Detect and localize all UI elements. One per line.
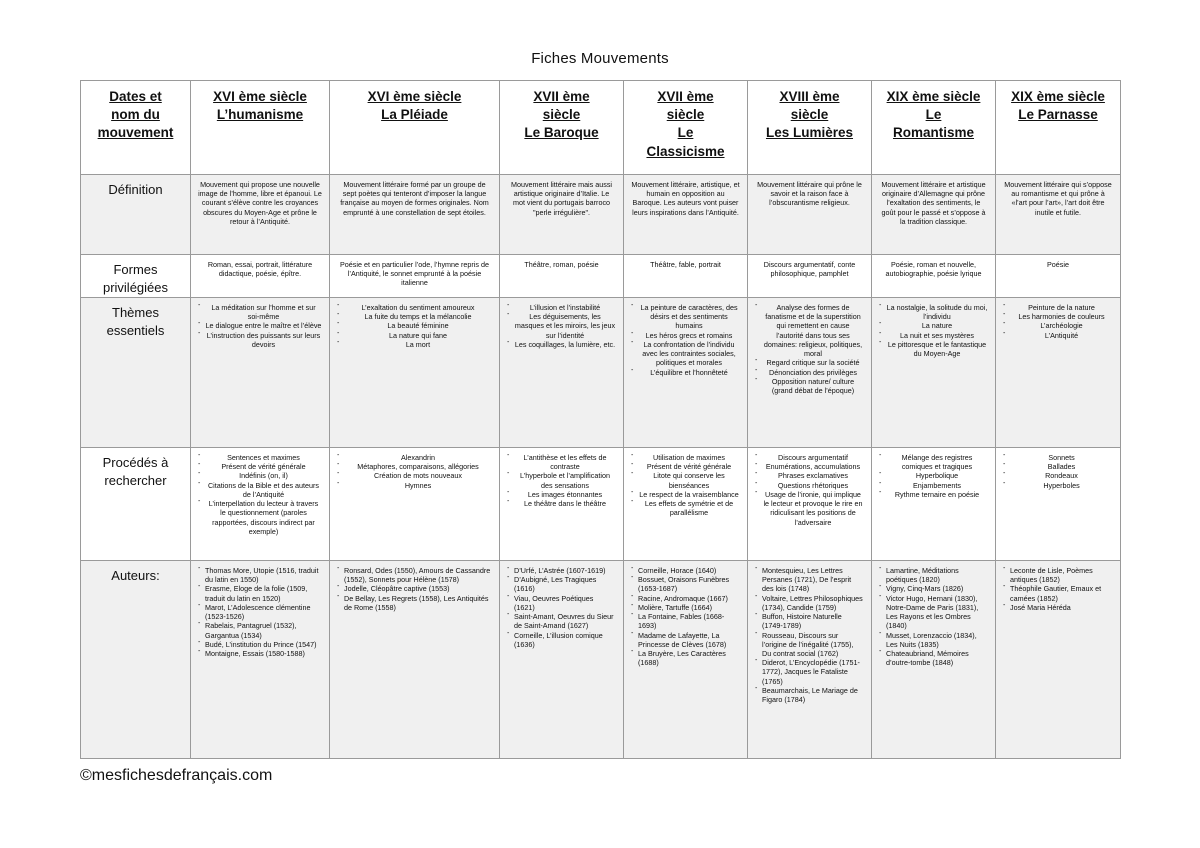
list-item: - Rondeaux bbox=[1003, 471, 1113, 480]
list-item: - Théophile Gautier, Emaux et camées (1852) bbox=[1003, 584, 1113, 602]
table-cell bbox=[500, 175, 624, 255]
movements-table bbox=[80, 80, 1121, 759]
list-item: - La confrontation de l’individu avec les contraintes sociales, politiques et morales bbox=[631, 340, 740, 368]
column-header-line: Le bbox=[925, 107, 942, 123]
table-cell bbox=[872, 175, 996, 255]
table-cell bbox=[872, 255, 996, 298]
row-header bbox=[81, 175, 191, 255]
cell-text: Poésie bbox=[1047, 260, 1069, 269]
list-item: - Phrases exclamatives bbox=[755, 471, 864, 480]
list-item: - De Bellay, Les Regrets (1558), Les Antiquités de Rome (1558) bbox=[337, 594, 492, 612]
list-item: - Buffon, Histoire Naturelle (1749-1789) bbox=[755, 612, 864, 630]
list-item: - La méditation sur l’homme et sur soi-même bbox=[198, 303, 322, 321]
list-item: - Racine, Andromaque (1667) bbox=[631, 594, 740, 603]
table-cell bbox=[191, 298, 330, 448]
column-header-line: XVII ème bbox=[533, 89, 590, 104]
list-item: - L’hyperbole et l’amplification des sensations bbox=[507, 471, 616, 489]
list-item: - Diderot, L’Encyclopédie (1751-1772), Jacques le Fataliste (1765) bbox=[755, 658, 864, 686]
row-header-line: Définition bbox=[108, 182, 163, 197]
column-header-line: siècle bbox=[790, 107, 829, 123]
table-cell bbox=[191, 448, 330, 561]
list-item: - Litote qui conserve les bienséances bbox=[631, 471, 740, 489]
list-item: - Création de mots nouveaux bbox=[337, 471, 492, 480]
column-header-line: XVI ème siècle bbox=[213, 89, 307, 104]
list-item: - Corneille, L’illusion comique (1636) bbox=[507, 631, 616, 649]
list-item: - Rabelais, Pantagruel (1532), Gargantua (1534) bbox=[198, 621, 322, 639]
column-header-line: Romantisme bbox=[892, 125, 975, 141]
list-item: - Jodelle, Cléopâtre captive (1553) bbox=[337, 584, 492, 593]
column-header-line: XVIII ème bbox=[779, 89, 840, 104]
list-item: - Victor Hugo, Hernani (1830), Notre-Dame de Paris (1831), Les Rayons et les Ombres (1840) bbox=[879, 594, 988, 631]
column-header-line: Dates et bbox=[109, 89, 162, 104]
cell-text: Poésie, roman et nouvelle, autobiographie, poésie lyrique bbox=[885, 260, 982, 279]
bullet-list bbox=[879, 453, 988, 499]
column-header-line: L’humanisme bbox=[216, 107, 304, 123]
list-item: - Erasme, Eloge de la folie (1509, traduit du latin en 1520) bbox=[198, 584, 322, 602]
list-item: - L’illusion et l’instabilité bbox=[507, 303, 616, 312]
list-item: - Utilisation de maximes bbox=[631, 453, 740, 462]
cell-text: Poésie et en particulier l’ode, l’hymne repris de l’Antiquité, le sonnet emprunté à la poésie italienne bbox=[339, 260, 490, 288]
list-item: - Musset, Lorenzaccio (1834), Les Nuits (1835) bbox=[879, 631, 988, 649]
table-row bbox=[81, 298, 1121, 448]
list-item: - Les images étonnantes bbox=[507, 490, 616, 499]
list-item: - Peinture de la nature bbox=[1003, 303, 1113, 312]
list-item: - Citations de la Bible et des auteurs de l’Antiquité bbox=[198, 481, 322, 499]
bullet-list bbox=[337, 303, 492, 349]
table-cell bbox=[624, 298, 748, 448]
list-item: - Hymnes bbox=[337, 481, 492, 490]
table-cell bbox=[330, 255, 500, 298]
list-item: - La mort bbox=[337, 340, 492, 349]
column-header-line: nom du bbox=[111, 107, 160, 123]
column-header-line: mouvement bbox=[97, 125, 174, 141]
table-cell bbox=[624, 255, 748, 298]
list-item: - Analyse des formes de fanatisme et de la superstition qui remettent en cause l’autorité dans tous ses domaines: religieux, politiques, moral bbox=[755, 303, 864, 358]
cell-text: Mouvement littéraire qui prône le savoir et la raison face à l’obscurantisme religieux. bbox=[757, 180, 862, 208]
table-cell bbox=[191, 255, 330, 298]
bullet-list bbox=[1003, 566, 1113, 612]
bullet-list bbox=[755, 566, 864, 704]
list-item: - Molière, Tartuffe (1664) bbox=[631, 603, 740, 612]
bullet-list bbox=[507, 566, 616, 649]
table-cell bbox=[996, 175, 1121, 255]
cell-text: Mouvement littéraire, artistique, et humain en opposition au Baroque. Les auteurs vont puiser leurs inspirations dans l’Antiquité. bbox=[631, 180, 740, 217]
list-item: - Sonnets bbox=[1003, 453, 1113, 462]
cell-text: Mouvement littéraire formé par un groupe de sept poètes qui tenteront d’imposer la langue française au moyen de formes originales. Nom emprunté à une constellation de sept étoiles. bbox=[340, 180, 489, 217]
list-item: - Présent de vérité générale bbox=[198, 462, 322, 471]
row-header-line: Auteurs: bbox=[111, 568, 160, 583]
list-item: - Sentences et maximes bbox=[198, 453, 322, 462]
list-item: - Beaumarchais, Le Mariage de Figaro (1784) bbox=[755, 686, 864, 704]
column-header-line: siècle bbox=[542, 107, 581, 123]
cell-text: Mouvement littéraire et artistique originaire d’Allemagne qui prône l’exaltation des sentiments, le goût pour le passé et s’oppose à la tradition classique. bbox=[881, 180, 986, 226]
list-item: - Les déguisements, les masques et les miroirs, les jeux sur l’identité bbox=[507, 312, 616, 340]
list-item: - Usage de l’ironie, qui implique le lecteur et provoque le rire en ridiculisant les positions de l’adversaire bbox=[755, 490, 864, 527]
list-item: - Rythme ternaire en poésie bbox=[879, 490, 988, 499]
list-item: - L’équilibre et l’honnêteté bbox=[631, 368, 740, 377]
table-cell bbox=[330, 175, 500, 255]
list-item: - D’Aubigné, Les Tragiques (1616) bbox=[507, 575, 616, 593]
row-header-line: Formes bbox=[113, 262, 158, 277]
list-item: - Enumérations, accumulations bbox=[755, 462, 864, 471]
list-item: - La peinture de caractères, des désirs et des sentiments humains bbox=[631, 303, 740, 331]
list-item: - Chateaubriand, Mémoires d’outre-tombe (1848) bbox=[879, 649, 988, 667]
column-header bbox=[872, 81, 996, 175]
cell-text: Roman, essai, portrait, littérature didactique, poésie, épître. bbox=[207, 260, 313, 279]
bullet-list bbox=[198, 453, 322, 536]
list-item: - Montaigne, Essais (1580-1588) bbox=[198, 649, 322, 658]
bullet-list bbox=[198, 303, 322, 349]
list-item: - Leconte de Lisle, Poèmes antiques (1852) bbox=[1003, 566, 1113, 584]
column-header-line: La Pléiade bbox=[381, 107, 448, 123]
list-item: - Présent de vérité générale bbox=[631, 462, 740, 471]
table-cell bbox=[996, 561, 1121, 759]
list-item: - Voltaire, Lettres Philosophiques (1734), Candide (1759) bbox=[755, 594, 864, 612]
header-row bbox=[81, 81, 1121, 175]
list-item: - Marot, L’Adolescence clémentine (1523-1526) bbox=[198, 603, 322, 621]
table-cell bbox=[996, 255, 1121, 298]
bullet-list bbox=[631, 453, 740, 518]
bullet-list bbox=[879, 566, 988, 667]
list-item: - Saint-Amant, Oeuvres du Sieur de Saint-Amand (1627) bbox=[507, 612, 616, 630]
row-header bbox=[81, 255, 191, 298]
table-row bbox=[81, 175, 1121, 255]
table-cell bbox=[500, 255, 624, 298]
row-header bbox=[81, 448, 191, 561]
list-item: - Métaphores, comparaisons, allégories bbox=[337, 462, 492, 471]
table-cell bbox=[748, 561, 872, 759]
list-item: - Le théâtre dans le théâtre bbox=[507, 499, 616, 508]
column-header-line: Le bbox=[677, 125, 694, 141]
list-item: - Dénonciation des privilèges bbox=[755, 368, 864, 377]
list-item: - L’interpellation du lecteur à travers le questionnement (paroles rapportées, discours indirect par exemple) bbox=[198, 499, 322, 536]
table-cell bbox=[624, 561, 748, 759]
column-header-line: XIX ème siècle bbox=[886, 89, 981, 104]
table-cell bbox=[330, 561, 500, 759]
bullet-list bbox=[879, 303, 988, 358]
bullet-list bbox=[1003, 303, 1113, 340]
table-cell bbox=[330, 448, 500, 561]
list-item: - L’instruction des puissants sur leurs devoirs bbox=[198, 331, 322, 349]
table-cell bbox=[500, 561, 624, 759]
list-item: - La Bruyère, Les Caractères (1688) bbox=[631, 649, 740, 667]
list-item: - Thomas More, Utopie (1516, traduit du latin en 1550) bbox=[198, 566, 322, 584]
list-item: - Hyperbolique bbox=[879, 471, 988, 480]
column-header bbox=[81, 81, 191, 175]
list-item: - La nature bbox=[879, 321, 988, 330]
row-header bbox=[81, 561, 191, 759]
list-item: - La nostalgie, la solitude du moi, l’individu bbox=[879, 303, 988, 321]
list-item: - L’archéologie bbox=[1003, 321, 1113, 330]
list-item: - L’antithèse et les effets de contraste bbox=[507, 453, 616, 471]
column-header-line: XIX ème siècle bbox=[1011, 89, 1105, 104]
table-cell bbox=[872, 298, 996, 448]
bullet-list bbox=[1003, 453, 1113, 490]
table-cell bbox=[996, 448, 1121, 561]
list-item: - Le dialogue entre le maître et l’élève bbox=[198, 321, 322, 330]
column-header-line: Le Baroque bbox=[524, 125, 599, 141]
column-header bbox=[500, 81, 624, 175]
column-header bbox=[748, 81, 872, 175]
copyright-footer: ©mesfichesdefrançais.com bbox=[80, 767, 273, 784]
table-body bbox=[81, 175, 1121, 759]
table-cell bbox=[500, 448, 624, 561]
page-title: Fiches Mouvements bbox=[531, 50, 669, 67]
table-cell bbox=[191, 175, 330, 255]
list-item: - Les harmonies de couleurs bbox=[1003, 312, 1113, 321]
list-item: - Hyperboles bbox=[1003, 481, 1113, 490]
list-item: - La beauté féminine bbox=[337, 321, 492, 330]
bullet-list bbox=[755, 453, 864, 527]
table-cell bbox=[500, 298, 624, 448]
table-row bbox=[81, 561, 1121, 759]
list-item: - Corneille, Horace (1640) bbox=[631, 566, 740, 575]
cell-text: Mouvement littéraire mais aussi artistique originaire d’Italie. Le mot vient du portugais barroco "perle irrégulière". bbox=[510, 180, 613, 217]
column-header-line: Classicisme bbox=[646, 143, 725, 159]
list-item: - La nuit et ses mystères bbox=[879, 331, 988, 340]
list-item: - La fuite du temps et la mélancolie bbox=[337, 312, 492, 321]
list-item: - Lamartine, Méditations poétiques (1820) bbox=[879, 566, 988, 584]
list-item: - Bossuet, Oraisons Funèbres (1653-1687) bbox=[631, 575, 740, 593]
table-cell bbox=[748, 175, 872, 255]
bullet-list bbox=[631, 566, 740, 667]
table-cell bbox=[624, 175, 748, 255]
list-item: - Les effets de symétrie et de parallélisme bbox=[631, 499, 740, 517]
cell-text: Mouvement littéraire qui s’oppose au romantisme et qui prône à «l’art pour l’art», l’art doit être inutile et futile. bbox=[1004, 180, 1112, 217]
table-row bbox=[81, 448, 1121, 561]
list-item: - L’exaltation du sentiment amoureux bbox=[337, 303, 492, 312]
list-item: - Les héros grecs et romains bbox=[631, 331, 740, 340]
table-cell bbox=[191, 561, 330, 759]
list-item: - José Maria Héréda bbox=[1003, 603, 1113, 612]
bullet-list bbox=[507, 453, 616, 508]
list-item: - Vigny, Cinq-Mars (1826) bbox=[879, 584, 988, 593]
list-item: - L’Antiquité bbox=[1003, 331, 1113, 340]
row-header-line: privilégiées bbox=[102, 279, 169, 295]
list-item: - D’Urfé, L’Astrée (1607-1619) bbox=[507, 566, 616, 575]
list-item: - Alexandrin bbox=[337, 453, 492, 462]
list-item: - Le pittoresque et le fantastique du Moyen-Age bbox=[879, 340, 988, 358]
cell-text: Théâtre, fable, portrait bbox=[650, 260, 721, 269]
row-header bbox=[81, 298, 191, 448]
cell-text: Théâtre, roman, poésie bbox=[524, 260, 599, 269]
cell-text: Discours argumentatif, conte philosophique, pamphlet bbox=[763, 260, 856, 279]
list-item: - Budé, L’institution du Prince (1547) bbox=[198, 640, 322, 649]
row-header-line: essentiels bbox=[106, 322, 165, 338]
bullet-list bbox=[755, 303, 864, 395]
list-item: - Rousseau, Discours sur l’origine de l’inégalité (1755), Du contrat social (1762) bbox=[755, 631, 864, 659]
bullet-list bbox=[631, 303, 740, 377]
column-header-line: siècle bbox=[666, 107, 705, 123]
list-item: - Viau, Oeuvres Poétiques (1621) bbox=[507, 594, 616, 612]
list-item: - Mélange des registres comiques et tragiques bbox=[879, 453, 988, 471]
table-cell bbox=[996, 298, 1121, 448]
list-item: - Madame de Lafayette, La Princesse de Clèves (1678) bbox=[631, 631, 740, 649]
table-cell bbox=[748, 298, 872, 448]
bullet-list bbox=[337, 566, 492, 612]
row-header-line: Thèmes bbox=[112, 305, 159, 320]
bullet-list bbox=[337, 453, 492, 490]
column-header bbox=[330, 81, 500, 175]
list-item: - Les coquillages, la lumière, etc. bbox=[507, 340, 616, 349]
list-item: - La Fontaine, Fables (1668-1693) bbox=[631, 612, 740, 630]
list-item: - Ballades bbox=[1003, 462, 1113, 471]
list-item: - Questions rhétoriques bbox=[755, 481, 864, 490]
list-item: - Discours argumentatif bbox=[755, 453, 864, 462]
bullet-list bbox=[198, 566, 322, 658]
table-cell bbox=[748, 448, 872, 561]
column-header-line: XVII ème bbox=[657, 89, 714, 104]
list-item: - Enjambements bbox=[879, 481, 988, 490]
table-cell bbox=[624, 448, 748, 561]
table-cell bbox=[330, 298, 500, 448]
row-header-line: rechercher bbox=[104, 472, 167, 488]
cell-text: Mouvement qui propose une nouvelle image de l’homme, libre et épanoui. Le courant s’élève contre les croyances obscures du Moyen-Age et prône le retour à l’Antiquité. bbox=[198, 180, 322, 226]
column-header-line: XVI ème siècle bbox=[367, 89, 462, 104]
list-item: - Ronsard, Odes (1550), Amours de Cassandre (1552), Sonnets pour Hélène (1578) bbox=[337, 566, 492, 584]
column-header-line: Le Parnasse bbox=[1018, 107, 1098, 123]
list-item: - Opposition nature/ culture (grand débat de l’époque) bbox=[755, 377, 864, 395]
list-item: - La nature qui fane bbox=[337, 331, 492, 340]
column-header bbox=[191, 81, 330, 175]
bullet-list bbox=[507, 303, 616, 349]
table-cell bbox=[872, 561, 996, 759]
list-item: - Regard critique sur la société bbox=[755, 358, 864, 367]
row-header-line: Procédés à bbox=[102, 455, 169, 470]
list-item: - Montesquieu, Les Lettres Persanes (1721), De l’esprit des lois (1748) bbox=[755, 566, 864, 594]
column-header bbox=[624, 81, 748, 175]
list-item: - Le respect de la vraisemblance bbox=[631, 490, 740, 499]
table-cell bbox=[748, 255, 872, 298]
list-item: - Indéfinis (on, il) bbox=[198, 471, 322, 480]
column-header bbox=[996, 81, 1121, 175]
table-row bbox=[81, 255, 1121, 298]
table-cell bbox=[872, 448, 996, 561]
column-header-line: Les Lumières bbox=[765, 125, 854, 141]
